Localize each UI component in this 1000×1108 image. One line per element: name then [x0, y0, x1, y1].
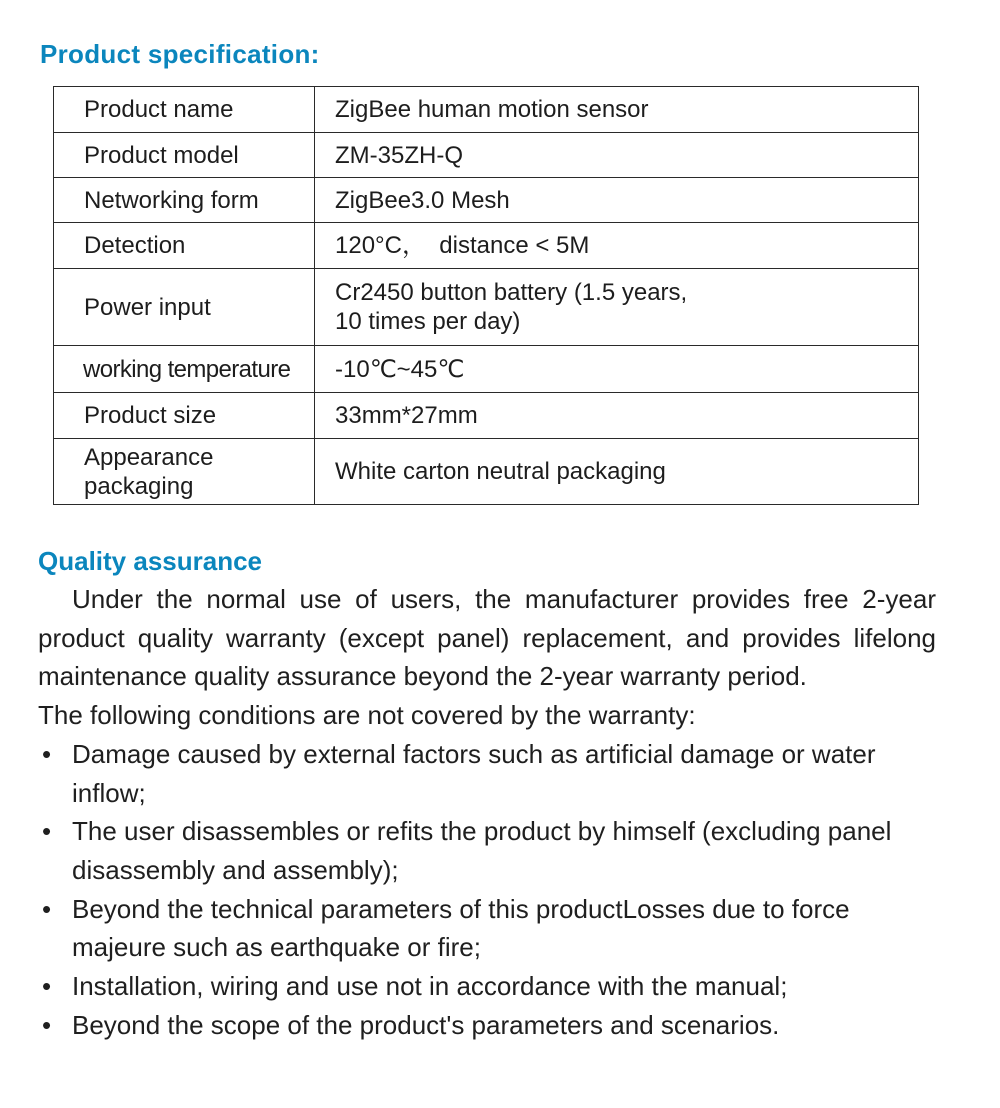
bullet-icon: • — [42, 971, 52, 1002]
spec-label: Power input — [54, 269, 315, 346]
spec-label: Product name — [54, 87, 315, 133]
spec-value — [315, 269, 919, 346]
spec-value: ZM-35ZH-Q — [315, 133, 919, 178]
table-row — [54, 223, 919, 269]
table-row — [54, 87, 919, 133]
list-item — [38, 735, 936, 812]
list-item — [38, 967, 936, 1006]
quality-heading: Quality assurance — [38, 546, 262, 576]
spec-value: 33mm*27mm — [315, 393, 919, 439]
condition-text: Installation, wiring and use not in accordance with the manual; — [72, 971, 788, 1002]
spec-label: Networking form — [54, 178, 315, 223]
condition-text: Damage caused by external factors such as artificial damage or water inflow; — [72, 738, 876, 808]
spec-label-line: Appearance — [84, 443, 214, 471]
table-row — [54, 393, 919, 439]
list-item — [38, 890, 936, 967]
table-row — [54, 178, 919, 223]
condition-text: Beyond the technical parameters of this productLosses due to force majeure such as earthquake or fire; — [72, 893, 850, 963]
spec-label: Product model — [54, 133, 315, 178]
spec-label: Detection — [54, 223, 315, 269]
condition-text: The user disassembles or refits the product by himself (excluding panel disassembly and assembly); — [72, 816, 892, 885]
bullet-icon: • — [42, 816, 52, 847]
spec-label: working temperature — [54, 346, 315, 393]
table-row — [54, 346, 919, 393]
table-row — [54, 439, 919, 505]
spec-value: ZigBee human motion sensor — [315, 87, 919, 133]
list-item — [38, 812, 936, 889]
list-item — [38, 1006, 936, 1045]
bullet-icon: • — [42, 738, 52, 769]
spec-value-line: 10 times per day) — [335, 308, 521, 335]
spec-heading: Product specification: — [40, 39, 320, 69]
bullet-icon: • — [42, 893, 52, 924]
spec-label: Product size — [54, 393, 315, 439]
condition-text: Beyond the scope of the product's parameters and scenarios. — [72, 1009, 780, 1040]
conditions-intro: The following conditions are not covered by the warranty: — [38, 700, 696, 731]
spec-table — [53, 86, 919, 505]
spec-value: -10℃~45℃ — [315, 346, 919, 393]
conditions-list — [38, 735, 936, 1045]
spec-label — [54, 439, 315, 505]
quality-body — [38, 580, 936, 1044]
spec-value: ZigBee3.0 Mesh — [315, 178, 919, 223]
warranty-paragraph: Under the normal use of users, the manufacturer provides free 2-year product quality warranty (except panel) replacement, and provides lifelong maintenance quality assurance beyond the 2-year warranty period. — [38, 584, 936, 692]
spec-value-line: Cr2450 button battery (1.5 years, — [335, 279, 688, 306]
spec-value: White carton neutral packaging — [315, 439, 919, 505]
spec-value: 120°C， distance < 5M — [315, 223, 919, 269]
table-row — [54, 133, 919, 178]
spec-label-line: packaging — [84, 472, 194, 500]
bullet-icon: • — [42, 1009, 52, 1040]
table-row — [54, 269, 919, 346]
